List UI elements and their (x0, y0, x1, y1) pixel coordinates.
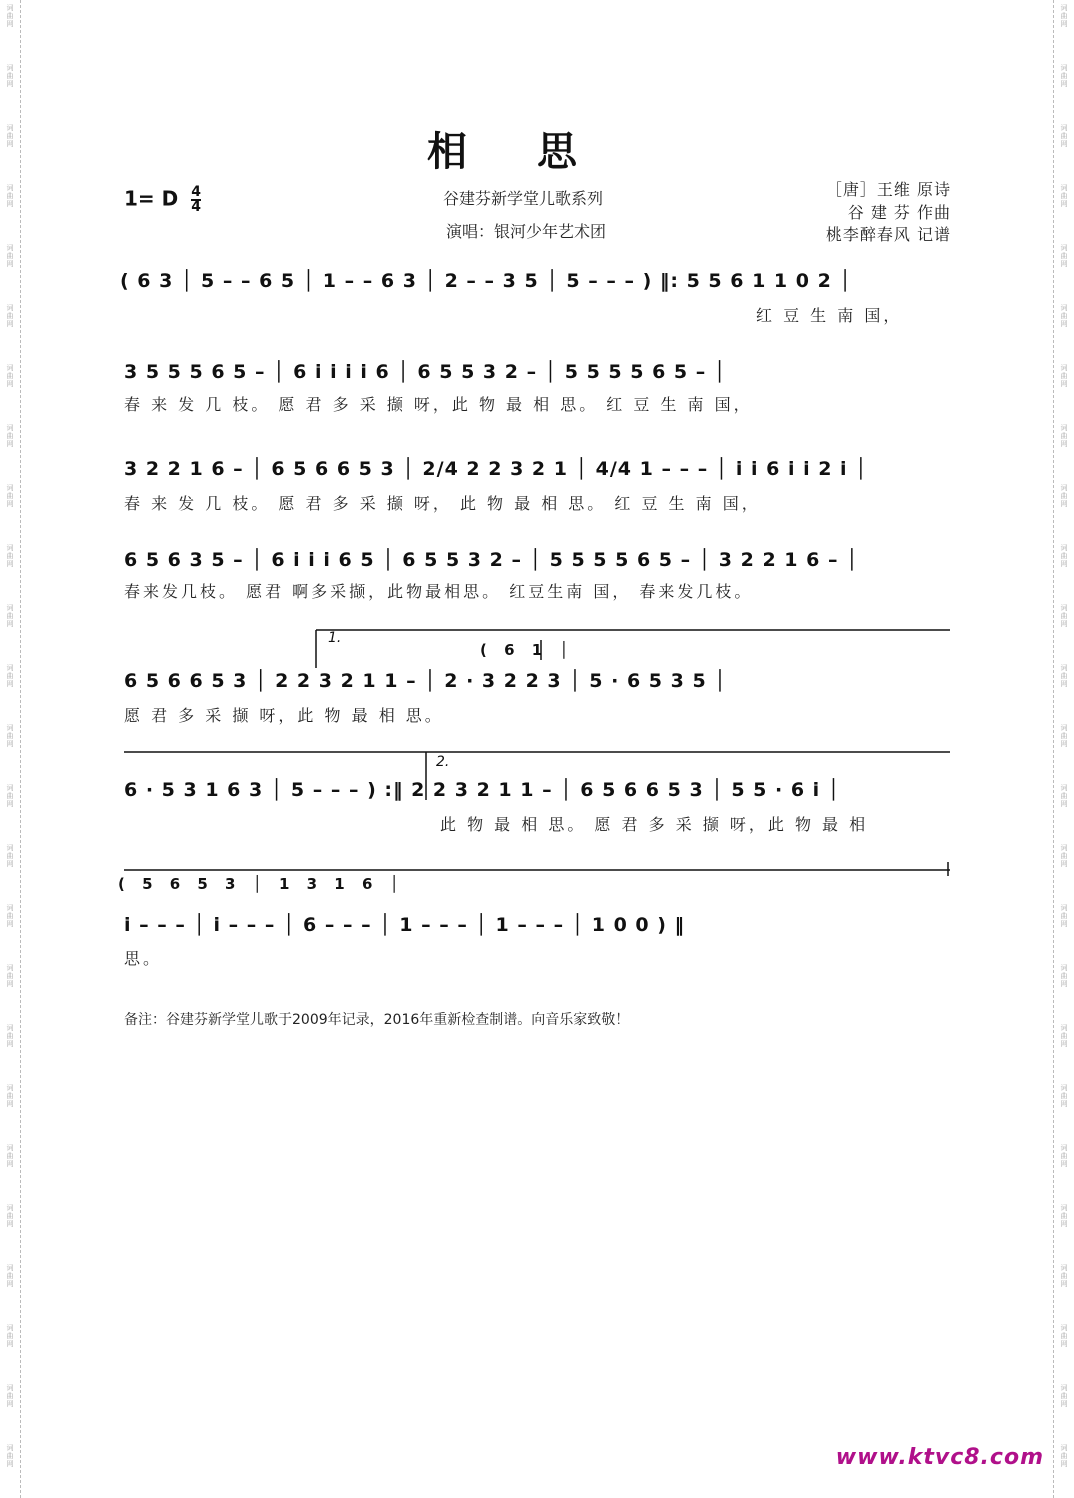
notation-row-6: 6 · 5 3 1 6 3 │ 5 – – – ) :‖ 2 2 3 2 1 1 – │ 6 5 6 6 5 3 │ 5 5 · 6 i │ (124, 779, 841, 801)
side-watermark-text: 词 曲 网 (1060, 664, 1068, 688)
side-watermark-text: 词 曲 网 (6, 784, 14, 808)
side-watermark-text: 词 曲 网 (1060, 184, 1068, 208)
notation-row-7: i – – – │ i – – – │ 6 – – – │ 1 – – – │ 1 – – – │ 1 0 0 ) ‖ (124, 914, 686, 936)
side-watermark-text: 词 曲 网 (1060, 604, 1068, 628)
side-watermark-text: 词 曲 网 (6, 424, 14, 448)
side-watermark-text: 词 曲 网 (6, 1144, 14, 1168)
notation-row-2: 3 5 5 5 6 5 – │ 6 i i i i 6 │ 6 5 5 3 2 – │ 5 5 5 5 6 5 – │ (124, 361, 727, 383)
lyrics-row-6: 此 物 最 相 思。 愿 君 多 采 撷 呀，此 物 最 相 (440, 815, 869, 834)
side-watermark-text: 词 曲 网 (6, 124, 14, 148)
time-top: 4 (191, 184, 201, 200)
remark: 备注：谷建芬新学堂儿歌于2009年记录，2016年重新检查制谱。向音乐家致敬！ (124, 1012, 630, 1028)
notation-row-1: ( 6 3 │ 5 – – 6 5 │ 1 – – 6 3 │ 2 – – 3 5 │ 5 – – – ) ‖: 5 5 6 1 1 0 2 │ (120, 270, 852, 292)
time-bottom: 4 (191, 199, 201, 215)
lyrics-row-4: 春来发几枝。 愿君 啊多采撷，此物最相思。 红豆生南 国， 春来发几枝。 (124, 582, 754, 601)
side-watermark-text: 词 曲 网 (6, 484, 14, 508)
side-watermark-text: 词 曲 网 (6, 964, 14, 988)
side-watermark-text: 词 曲 网 (6, 184, 14, 208)
lyrics-row-5: 愿 君 多 采 撷 呀，此 物 最 相 思。 (124, 706, 444, 725)
side-watermark-text: 词 曲 网 (1060, 1204, 1068, 1228)
side-watermark-text: 词 曲 网 (6, 1084, 14, 1108)
side-watermark-text: 词 曲 网 (6, 304, 14, 328)
song-title: 相思 (427, 128, 647, 175)
side-watermark-text: 词 曲 网 (6, 244, 14, 268)
side-watermark-text: 词 曲 网 (1060, 1084, 1068, 1108)
side-watermark-text: 词 曲 网 (1060, 1144, 1068, 1168)
time-signature (191, 186, 201, 214)
side-watermark-text: 词 曲 网 (1060, 784, 1068, 808)
side-watermark-text: 词 曲 网 (1060, 544, 1068, 568)
side-watermark-text: 词 曲 网 (6, 1264, 14, 1288)
notation-row-3: 3 2 2 1 6 – │ 6 5 6 6 5 3 │ 2/4 2 2 3 2 1 │ 4/4 1 – – – │ i i 6 i i 2 i │ (124, 458, 868, 480)
lyrics-row-3: 春 来 发 几 枝。 愿 君 多 采 撷 呀， 此 物 最 相 思。 红 豆 生 南 国， (124, 494, 761, 513)
side-watermark-text: 词 曲 网 (6, 1384, 14, 1408)
side-watermark-text: 词 曲 网 (1060, 1444, 1068, 1468)
lyrics-row-2: 春 来 发 几 枝。 愿 君 多 采 撷 呀，此 物 最 相 思。 红 豆 生 南 国， (124, 395, 753, 414)
side-watermark-text: 词 曲 网 (6, 664, 14, 688)
side-watermark-text: 词 曲 网 (6, 724, 14, 748)
credit-poet: ［唐］王维 原诗 (825, 180, 951, 199)
notation-row-4: 6 5 6 3 5 – │ 6 i i i 6 5 │ 6 5 5 3 2 – │ 5 5 5 5 6 5 – │ 3 2 2 1 6 – │ (124, 549, 859, 571)
credit-composer: 谷 建 芬 作曲 (847, 203, 951, 222)
series-name: 谷建芬新学堂儿歌系列 (443, 189, 604, 208)
notation-row-5: 6 5 6 6 5 3 │ 2 2 3 2 1 1 – │ 2 · 3 2 2 3 │ 5 · 6 5 3 5 │ (124, 670, 727, 692)
side-watermark-text: 词 曲 网 (1060, 904, 1068, 928)
side-watermark-text: 词 曲 网 (6, 1024, 14, 1048)
side-watermark-text: 词 曲 网 (1060, 1384, 1068, 1408)
side-watermark-text: 词 曲 网 (1060, 124, 1068, 148)
side-watermark-text: 词 曲 网 (6, 4, 14, 28)
side-watermark-text: 词 曲 网 (6, 364, 14, 388)
side-watermark-text: 词 曲 网 (1060, 64, 1068, 88)
cue-notes-2: ( 5 6 5 3 │ 1 3 1 6 │ (118, 875, 405, 893)
volta-1: 1. (328, 630, 342, 646)
side-watermark-text: 词 曲 网 (1060, 244, 1068, 268)
side-watermark-text: 词 曲 网 (1060, 1264, 1068, 1288)
side-watermark-text: 词 曲 网 (6, 544, 14, 568)
side-watermark-text: 词 曲 网 (1060, 964, 1068, 988)
side-watermark-text: 词 曲 网 (6, 904, 14, 928)
side-watermark-text: 词 曲 网 (6, 604, 14, 628)
lyrics-row-7: 思。 (124, 949, 163, 968)
side-watermark-text: 词 曲 网 (1060, 1324, 1068, 1348)
side-watermark-text: 词 曲 网 (1060, 4, 1068, 28)
side-watermark-text: 词 曲 网 (1060, 1024, 1068, 1048)
volta-2: 2. (436, 754, 450, 770)
site-watermark: www.ktvc8.com (835, 1445, 1044, 1470)
key-label: 1= D (124, 186, 179, 211)
side-watermark-text: 词 曲 网 (1060, 424, 1068, 448)
singer: 演唱：银河少年艺术团 (446, 222, 607, 241)
side-watermark-text: 词 曲 网 (1060, 484, 1068, 508)
credit-transcriber: 桃李醉春风 记谱 (825, 225, 951, 244)
key-signature (124, 186, 201, 214)
side-watermark-text: 词 曲 网 (1060, 844, 1068, 868)
side-watermark-text: 词 曲 网 (6, 844, 14, 868)
cue-notes-1: ( 6 1 │ (480, 641, 575, 659)
side-watermark-text: 词 曲 网 (1060, 304, 1068, 328)
lyrics-row-1: 红 豆 生 南 国， (756, 306, 903, 325)
side-watermark-text: 词 曲 网 (6, 1204, 14, 1228)
side-watermark-text: 词 曲 网 (1060, 724, 1068, 748)
side-watermark-text: 词 曲 网 (6, 1324, 14, 1348)
side-watermark-text: 词 曲 网 (6, 64, 14, 88)
side-watermark-text: 词 曲 网 (1060, 364, 1068, 388)
side-watermark-text: 词 曲 网 (6, 1444, 14, 1468)
